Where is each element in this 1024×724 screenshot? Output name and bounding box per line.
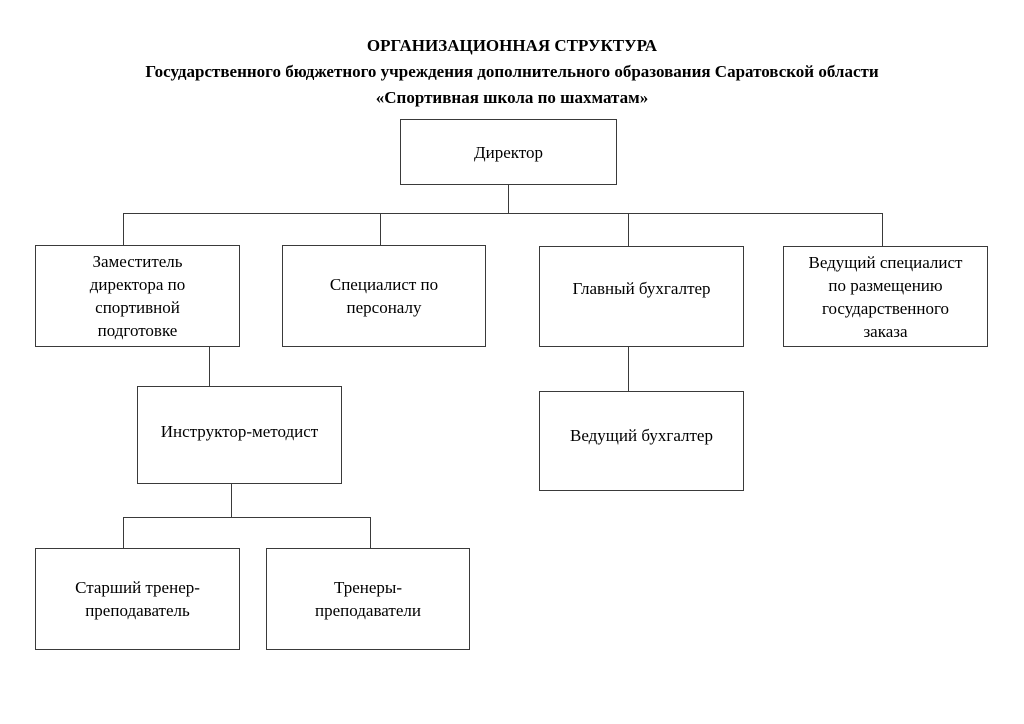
connector-drop-senior-coach bbox=[123, 517, 124, 548]
org-node-lead-accountant-label: Ведущий бухгалтер bbox=[570, 425, 713, 445]
chart-title bbox=[0, 33, 1024, 111]
org-node-director bbox=[400, 119, 617, 185]
connector-drop-coaches bbox=[370, 517, 371, 548]
org-node-senior-coach-label: Старший тренер-преподаватель bbox=[75, 578, 200, 620]
connector-drop-chief-accountant bbox=[628, 213, 629, 246]
connector-drop-hr-specialist bbox=[380, 213, 381, 245]
connector-deputy-instructor bbox=[209, 347, 210, 386]
org-node-deputy-director-label: Заместитель директора по спортивной подготовке bbox=[89, 252, 186, 340]
org-node-chief-accountant-label: Главный бухгалтер bbox=[572, 279, 711, 298]
org-node-instructor-methodist bbox=[137, 386, 342, 484]
chart-title-line1: ОРГАНИЗАЦИОННАЯ СТРУКТУРА bbox=[366, 36, 658, 55]
org-node-instructor-methodist-label: Инструктор-методист bbox=[160, 421, 319, 441]
org-node-hr-specialist-label: Специалист по персоналу bbox=[329, 275, 439, 317]
org-node-hr-specialist bbox=[282, 245, 486, 347]
connector-instructor-down bbox=[231, 484, 232, 517]
org-node-lead-specialist-label: Ведущий специалист по размещению государственного заказа bbox=[808, 252, 963, 341]
connector-level2-horizontal bbox=[123, 213, 883, 214]
connector-drop-lead-specialist bbox=[882, 213, 883, 246]
connector-coaches-horizontal bbox=[123, 517, 371, 518]
connector-chief-lead-accountant bbox=[628, 347, 629, 391]
org-node-coaches bbox=[266, 548, 470, 650]
connector-director-down bbox=[508, 185, 509, 213]
chart-title-line3: «Спортивная школа по шахматам» bbox=[375, 88, 649, 107]
org-node-deputy-director bbox=[35, 245, 240, 347]
org-node-chief-accountant bbox=[539, 246, 744, 347]
org-node-lead-specialist bbox=[783, 246, 988, 347]
connector-drop-deputy bbox=[123, 213, 124, 245]
org-node-lead-accountant bbox=[539, 391, 744, 491]
org-node-senior-coach bbox=[35, 548, 240, 650]
org-node-coaches-label: Тренеры-преподаватели bbox=[315, 578, 421, 620]
org-node-director-label: Директор bbox=[474, 142, 543, 162]
chart-title-line2: Государственного бюджетного учреждения дополнительного образования Саратовской области bbox=[145, 62, 879, 81]
